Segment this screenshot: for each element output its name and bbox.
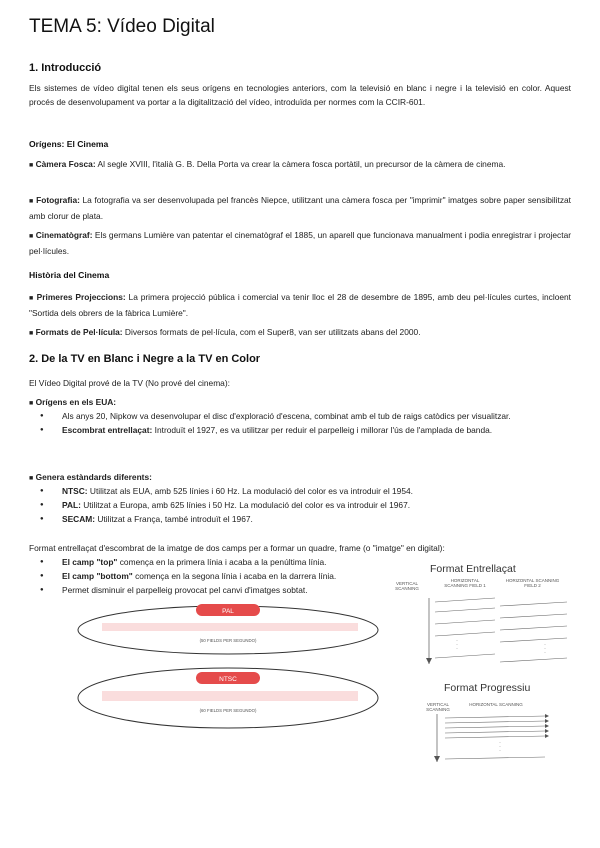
progressive-vertical-caption: VERTICAL SCANNING (426, 702, 450, 712)
item-text: Al segle XVIII, l'italià G. B. Della Porta va crear la càmera fosca portàtil, un precursor de la càmera de cinema. (95, 159, 506, 169)
item-label: Primeres Projeccions: (36, 292, 126, 302)
list-item: ● El camp "top" comença en la primera línia i acaba a la penúltima línia. (29, 555, 389, 569)
item-label: Cinematògraf: (35, 230, 93, 240)
square-bullet-icon: ■ (29, 233, 34, 240)
pal-scanlines (102, 624, 358, 630)
list-item: ● Permet disminuir el parpelleig provocat pel canvi d'imatges sobtat. (29, 583, 389, 597)
field2-caption: HORIZONTAL SCANNING FIELD 2 (505, 578, 560, 588)
history-heading: Història del Cinema (29, 270, 110, 280)
list-item: ● Als anys 20, Nipkow va desenvolupar el disc d'exploració d'escena, combinat amb el tub de raigs catòdics per visualitzar. (29, 409, 571, 423)
page-title: TEMA 5: Vídeo Digital (29, 16, 215, 37)
square-bullet-icon: ■ (29, 400, 34, 407)
formats-item (29, 325, 571, 341)
section-2-intro: El Vídeo Digital prové de la TV (No prové del cinema): (29, 378, 230, 388)
camara-fosca-item (29, 157, 571, 173)
interlaced-title: Format Entrellaçat (430, 563, 516, 575)
list-item: ● NTSC: Utilitzat als EUA, amb 525 línies i 60 Hz. La modulació del color es va introduir el 1954. (29, 484, 571, 498)
item-text: La fotografia va ser desenvolupada pel francès Niepce, utilitzant una càmera fosca per "imprimir" imatges sobre paper sensibilitzat amb clorur de plata. (29, 195, 572, 221)
standards-list (29, 484, 571, 526)
intro-paragraph: Els sistemes de vídeo digital tenen els seus orígens en tecnologies anteriors, com la televisió en blanc i negre i la televisió en color. Aquest procés de desenvolupament va portar a la digitalització del vídeo, introduïda per normes com la CCIR-601. (29, 83, 571, 107)
eua-list (29, 409, 571, 437)
interlaced-vertical-caption: VERTICAL SCANNING (395, 581, 419, 591)
list-item: ● El camp "bottom" comença en la segona línia i acaba en la darrera línia. (29, 569, 389, 583)
item-text: Diversos formats de pel·lícula, com el Super8, van ser utilitzats abans del 2000. (122, 327, 421, 337)
item-text: La primera projecció pública i comercial va tenir lloc el 28 de desembre de 1895, amb deu pel·lícules curtes, incloent "Sortida dels obrers de la fàbrica Lumière". (29, 292, 571, 318)
standards-heading: ■ Genera estàndards diferents: (29, 472, 152, 482)
section-1-heading: 1. Introducció (29, 62, 102, 74)
progressive-horizontal-caption: HORIZONTAL SCANNING (469, 702, 523, 707)
progressive-diagram (425, 714, 555, 764)
progressive-title: Format Progressiu (444, 682, 531, 694)
pal-label: PAL (222, 608, 234, 615)
format-list (29, 555, 389, 597)
square-bullet-icon: ■ (29, 330, 34, 337)
pal-ntsc-figure (72, 598, 384, 746)
list-item: ● PAL: Utilitzat a Europa, amb 625 línies i 50 Hz. La modulació del color es va introduir el 1967. (29, 498, 571, 512)
item-label: Càmera Fosca: (35, 159, 96, 169)
item-label: Fotografia: (36, 195, 80, 205)
list-item: ● Escombrat entrellaçat: Introduït el 1927, es va utilitzar per reduir el parpelleig i millorar l'ús de l'amplada de banda. (29, 423, 571, 437)
format-intro: Format entrellaçat d'escombrat de la imatge de dos camps per a formar un quadre, frame (o "imatge" en digital): (29, 543, 445, 553)
item-text: Els germans Lumière van patentar el cinematògraf el 1885, un aparell que funcionava manualment i podia enregistrar i projectar pel·lícules. (29, 230, 572, 256)
ntsc-scanlines (102, 692, 358, 700)
square-bullet-icon: ■ (29, 198, 34, 205)
item-label: Formats de Pel·lícula: (35, 327, 123, 337)
square-bullet-icon: ■ (29, 295, 34, 302)
field1-caption: HORIZONTAL SCANNING FIELD 1 (444, 578, 486, 588)
interlaced-diagram (395, 596, 575, 666)
eua-heading: ■ Orígens en els EUA: (29, 397, 117, 407)
square-bullet-icon: ■ (29, 162, 34, 169)
fotografia-item (29, 193, 571, 223)
pal-caption: (50 FIELDS PER SEGUNDO) (199, 638, 257, 643)
cinematograf-item (29, 228, 571, 258)
projeccions-item (29, 290, 571, 320)
section-2-heading: 2. De la TV en Blanc i Negre a la TV en Color (29, 353, 261, 365)
square-bullet-icon: ■ (29, 475, 34, 482)
ntsc-caption: (60 FIELDS PER SEGUNDO) (199, 708, 257, 713)
ntsc-label: NTSC (219, 676, 237, 683)
origins-heading: Orígens: El Cinema (29, 139, 109, 149)
list-item: ● SECAM: Utilitzat a França, també introduït el 1967. (29, 512, 571, 526)
